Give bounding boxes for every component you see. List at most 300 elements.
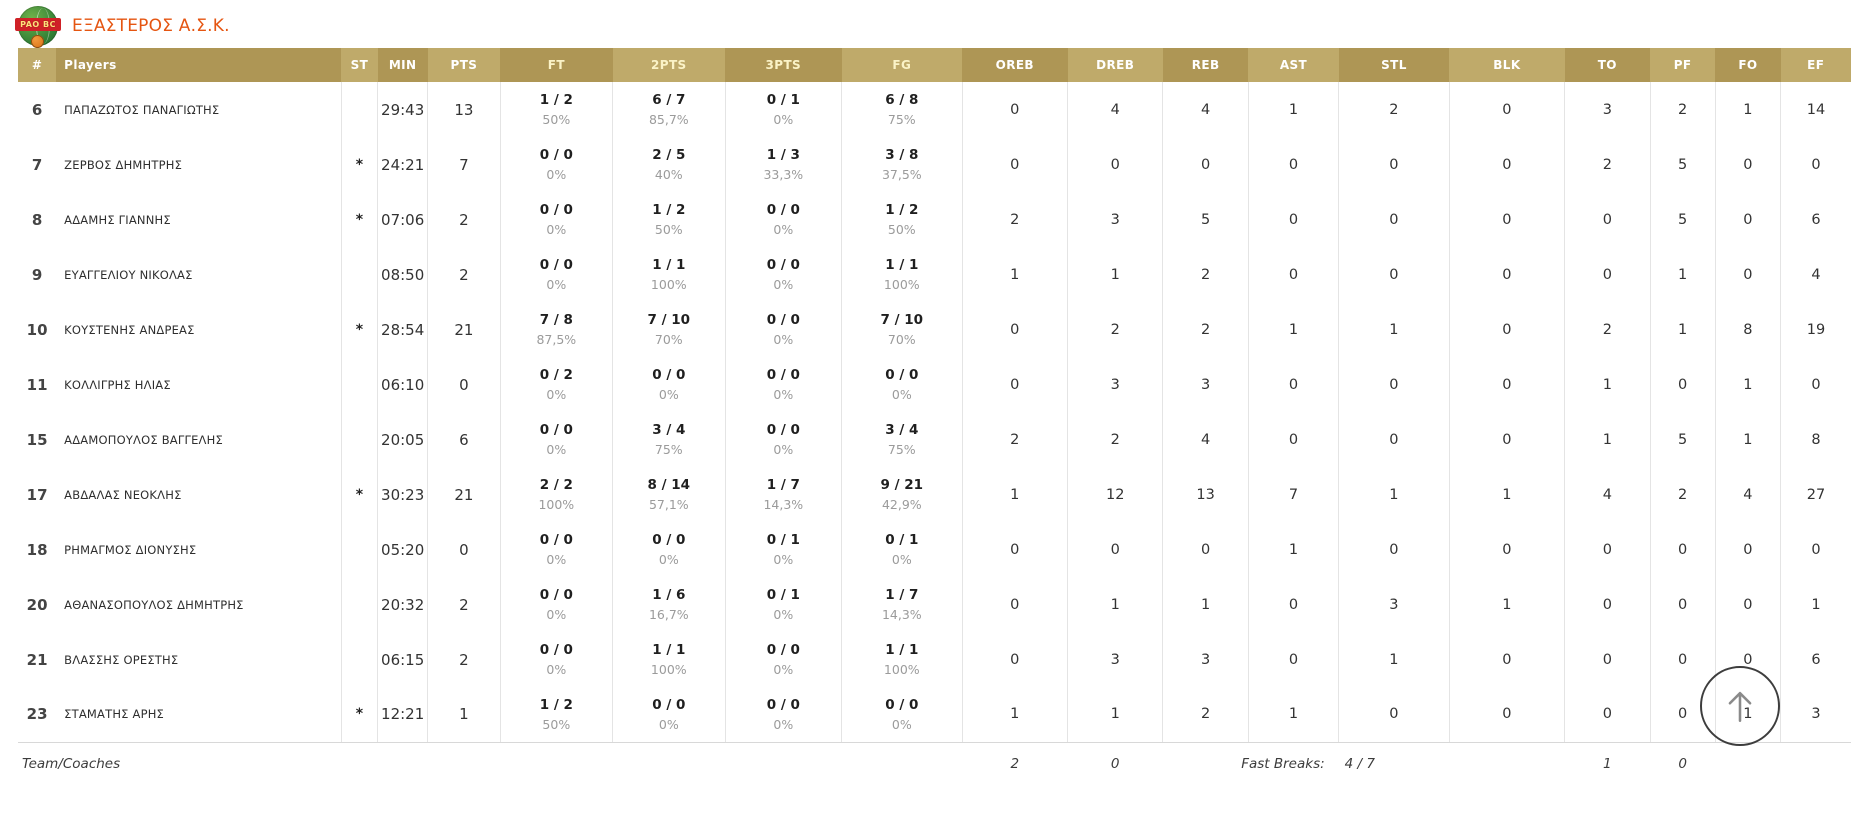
- p2-percentage: 0%: [658, 387, 679, 402]
- fg-made-attempted: 0 / 0: [885, 696, 919, 713]
- ft-made-attempted: 0 / 2: [539, 367, 573, 383]
- cell-pf: 0: [1650, 687, 1715, 742]
- cell-fg: [842, 137, 963, 192]
- cell-to: 2: [1565, 302, 1650, 357]
- cell-p2: [613, 357, 725, 412]
- cell-blk: 0: [1449, 82, 1565, 137]
- cell-num: 7: [18, 137, 56, 192]
- cell-ft: [500, 192, 612, 247]
- cell-reb: 2: [1163, 247, 1248, 302]
- cell-dreb: 4: [1068, 82, 1163, 137]
- player-row: [18, 632, 1851, 687]
- fg-made-attempted: 1 / 1: [885, 257, 919, 273]
- cell-ast: 0: [1248, 632, 1338, 687]
- p3-percentage: 0%: [773, 332, 794, 347]
- cell-fg: [842, 467, 963, 522]
- cell-p2: [613, 467, 725, 522]
- cell-stl: 0: [1339, 412, 1449, 467]
- cell-p2: [613, 137, 725, 192]
- cell-num: 11: [18, 357, 56, 412]
- p3-percentage: 0%: [773, 552, 794, 567]
- cell-num: 15: [18, 412, 56, 467]
- cell-min: 20:32: [378, 577, 428, 632]
- cell-min: 24:21: [378, 137, 428, 192]
- cell-name: ΚΟΥΣΤΕΝΗΣ ΑΝΔΡΕΑΣ: [56, 302, 341, 357]
- player-row: [18, 247, 1851, 302]
- p2-percentage: 70%: [654, 332, 683, 347]
- p3-made-attempted: 0 / 0: [766, 642, 800, 658]
- cell-to: 1: [1565, 357, 1650, 412]
- cell-to: 0: [1565, 687, 1650, 742]
- player-row: [18, 357, 1851, 412]
- cell-st: *: [341, 467, 377, 522]
- ft-percentage: 100%: [538, 497, 575, 512]
- scroll-to-top-button[interactable]: [1700, 666, 1780, 746]
- cell-pts: 0: [428, 357, 500, 412]
- cell-stl: 0: [1339, 687, 1449, 742]
- cell-ast: 1: [1248, 687, 1338, 742]
- team-coaches-row: [18, 742, 1851, 786]
- cell-dreb: 12: [1068, 467, 1163, 522]
- column-header-oreb: OREB: [962, 48, 1067, 82]
- column-header-stl: STL: [1339, 48, 1449, 82]
- cell-pts: 13: [428, 82, 500, 137]
- cell-fg: [842, 412, 963, 467]
- ft-made-attempted: 1 / 2: [539, 92, 573, 108]
- cell-blk: 0: [1449, 522, 1565, 577]
- team-coaches-footer: [18, 742, 1851, 786]
- p2-made-attempted: 1 / 6: [652, 587, 686, 603]
- column-header-pts: PTS: [428, 48, 500, 82]
- cell-reb: 0: [1163, 522, 1248, 577]
- cell-p3: [725, 467, 842, 522]
- box-score-table: [18, 48, 1851, 786]
- cell-reb: 2: [1163, 687, 1248, 742]
- p3-percentage: 0%: [773, 222, 794, 237]
- cell-p2: [613, 82, 725, 137]
- column-header-p2: 2PTS: [613, 48, 725, 82]
- ft-percentage: 0%: [546, 662, 567, 677]
- cell-num: 23: [18, 687, 56, 742]
- cell-blk: 0: [1449, 247, 1565, 302]
- cell-pts: 7: [428, 137, 500, 192]
- cell-reb: 5: [1163, 192, 1248, 247]
- cell-p2: [613, 192, 725, 247]
- fg-made-attempted: 0 / 1: [885, 532, 919, 548]
- cell-fo: 1: [1715, 687, 1780, 742]
- up-arrow-icon: [1718, 684, 1762, 728]
- p2-percentage: 75%: [654, 442, 683, 457]
- column-header-dreb: DREB: [1068, 48, 1163, 82]
- cell-reb: 2: [1163, 302, 1248, 357]
- cell-to: 0: [1565, 192, 1650, 247]
- cell-ast: 0: [1248, 137, 1338, 192]
- p2-made-attempted: 3 / 4: [652, 422, 686, 438]
- cell-to: 1: [1565, 412, 1650, 467]
- cell-st: [341, 247, 377, 302]
- cell-pts: 21: [428, 302, 500, 357]
- cell-dreb: 3: [1068, 192, 1163, 247]
- p2-made-attempted: 6 / 7: [652, 92, 686, 108]
- cell-pf: 2: [1650, 467, 1715, 522]
- cell-p2: [613, 247, 725, 302]
- cell-p2: [613, 302, 725, 357]
- fg-percentage: 37,5%: [881, 167, 922, 182]
- cell-p2: [613, 412, 725, 467]
- cell-fg: [842, 82, 963, 137]
- cell-pf: 0: [1650, 577, 1715, 632]
- player-row: [18, 82, 1851, 137]
- p2-made-attempted: 7 / 10: [647, 312, 691, 328]
- cell-oreb: 0: [962, 632, 1067, 687]
- p2-percentage: 50%: [654, 222, 683, 237]
- cell-fg: [842, 632, 963, 687]
- cell-dreb: 3: [1068, 357, 1163, 412]
- column-header-reb: REB: [1163, 48, 1248, 82]
- p3-percentage: 14,3%: [763, 497, 804, 512]
- cell-fg: [842, 192, 963, 247]
- cell-ast: 0: [1248, 577, 1338, 632]
- cell-ast: 0: [1248, 192, 1338, 247]
- cell-ft: [500, 357, 612, 412]
- p2-made-attempted: 1 / 1: [652, 257, 686, 273]
- cell-blk: 0: [1449, 137, 1565, 192]
- cell-ast: 0: [1248, 357, 1338, 412]
- cell-st: *: [341, 192, 377, 247]
- cell-min: 06:10: [378, 357, 428, 412]
- column-header-fg: FG: [842, 48, 963, 82]
- team-pf-value: 0: [1650, 742, 1715, 786]
- cell-ft: [500, 247, 612, 302]
- cell-blk: 1: [1449, 577, 1565, 632]
- ft-percentage: 0%: [546, 222, 567, 237]
- p3-made-attempted: 0 / 0: [766, 422, 800, 438]
- cell-blk: 0: [1449, 302, 1565, 357]
- cell-oreb: 2: [962, 192, 1067, 247]
- cell-dreb: 1: [1068, 247, 1163, 302]
- cell-ft: [500, 302, 612, 357]
- cell-name: ΑΔΑΜΟΠΟΥΛΟΣ ΒΑΓΓΕΛΗΣ: [56, 412, 341, 467]
- cell-oreb: 2: [962, 412, 1067, 467]
- player-row: [18, 687, 1851, 742]
- cell-to: 0: [1565, 522, 1650, 577]
- cell-ef: 6: [1781, 632, 1851, 687]
- p3-percentage: 33,3%: [763, 167, 804, 182]
- cell-st: [341, 522, 377, 577]
- cell-num: 9: [18, 247, 56, 302]
- cell-dreb: 3: [1068, 632, 1163, 687]
- cell-fo: 0: [1715, 137, 1780, 192]
- fg-made-attempted: 7 / 10: [880, 312, 924, 328]
- p3-made-attempted: 0 / 0: [766, 312, 800, 328]
- cell-fo: 0: [1715, 522, 1780, 577]
- table-header: [18, 48, 1851, 82]
- cell-blk: 0: [1449, 412, 1565, 467]
- cell-oreb: 0: [962, 522, 1067, 577]
- cell-oreb: 0: [962, 137, 1067, 192]
- ft-made-attempted: 0 / 0: [539, 202, 573, 218]
- cell-oreb: 1: [962, 687, 1067, 742]
- ft-percentage: 50%: [542, 112, 571, 127]
- column-header-ast: AST: [1248, 48, 1338, 82]
- cell-p3: [725, 522, 842, 577]
- p3-made-attempted: 0 / 0: [766, 367, 800, 383]
- p2-made-attempted: 0 / 0: [652, 367, 686, 383]
- cell-ft: [500, 577, 612, 632]
- column-header-name: Players: [56, 48, 341, 82]
- p2-percentage: 57,1%: [648, 497, 689, 512]
- cell-blk: 1: [1449, 467, 1565, 522]
- cell-p3: [725, 357, 842, 412]
- p2-made-attempted: 1 / 1: [652, 642, 686, 658]
- cell-ft: [500, 137, 612, 192]
- fg-percentage: 100%: [883, 277, 920, 292]
- p3-percentage: 0%: [773, 716, 794, 732]
- fg-made-attempted: 1 / 7: [885, 587, 919, 603]
- cell-p3: [725, 577, 842, 632]
- cell-ast: 0: [1248, 247, 1338, 302]
- cell-reb: 4: [1163, 412, 1248, 467]
- cell-p3: [725, 247, 842, 302]
- p3-made-attempted: 0 / 0: [766, 257, 800, 273]
- cell-min: 07:06: [378, 192, 428, 247]
- fg-percentage: 14,3%: [881, 607, 922, 622]
- cell-ft: [500, 82, 612, 137]
- fg-percentage: 50%: [887, 222, 916, 237]
- cell-p3: [725, 137, 842, 192]
- cell-num: 10: [18, 302, 56, 357]
- cell-st: [341, 412, 377, 467]
- cell-pts: 2: [428, 577, 500, 632]
- fg-made-attempted: 1 / 1: [885, 642, 919, 658]
- cell-fo: 0: [1715, 632, 1780, 687]
- cell-pf: 0: [1650, 632, 1715, 687]
- p2-percentage: 40%: [654, 167, 683, 182]
- ft-percentage: 0%: [546, 607, 567, 622]
- cell-to: 0: [1565, 632, 1650, 687]
- cell-oreb: 1: [962, 467, 1067, 522]
- footer-empty-cell: [1449, 742, 1565, 786]
- team-dreb-value: 0: [1068, 742, 1163, 786]
- cell-min: 08:50: [378, 247, 428, 302]
- cell-st: [341, 577, 377, 632]
- fg-made-attempted: 3 / 4: [885, 422, 919, 438]
- fg-percentage: 0%: [891, 387, 912, 402]
- cell-reb: 4: [1163, 82, 1248, 137]
- cell-pts: 2: [428, 247, 500, 302]
- cell-to: 0: [1565, 577, 1650, 632]
- cell-ef: 4: [1781, 247, 1851, 302]
- column-header-st: ST: [341, 48, 377, 82]
- cell-p3: [725, 412, 842, 467]
- cell-pf: 0: [1650, 522, 1715, 577]
- cell-name: ΠΑΠΑΖΩΤΟΣ ΠΑΝΑΓΙΩΤΗΣ: [56, 82, 341, 137]
- ft-percentage: 50%: [542, 716, 571, 732]
- ft-percentage: 0%: [546, 442, 567, 457]
- fg-percentage: 75%: [887, 112, 916, 127]
- cell-ef: 14: [1781, 82, 1851, 137]
- cell-ast: 1: [1248, 302, 1338, 357]
- cell-p2: [613, 632, 725, 687]
- cell-min: 06:15: [378, 632, 428, 687]
- cell-name: ΚΟΛΛΙΓΡΗΣ ΗΛΙΑΣ: [56, 357, 341, 412]
- p3-made-attempted: 0 / 0: [766, 696, 800, 713]
- cell-oreb: 1: [962, 247, 1067, 302]
- cell-ef: 0: [1781, 137, 1851, 192]
- p2-percentage: 100%: [650, 277, 687, 292]
- fast-breaks-value: 4 / 7: [1339, 742, 1449, 786]
- cell-dreb: 0: [1068, 522, 1163, 577]
- player-row: [18, 137, 1851, 192]
- p3-percentage: 0%: [773, 607, 794, 622]
- header-row: [18, 48, 1851, 82]
- cell-ft: [500, 522, 612, 577]
- cell-oreb: 0: [962, 357, 1067, 412]
- cell-stl: 2: [1339, 82, 1449, 137]
- cell-p3: [725, 302, 842, 357]
- cell-dreb: 2: [1068, 412, 1163, 467]
- cell-pts: 2: [428, 632, 500, 687]
- cell-blk: 0: [1449, 357, 1565, 412]
- cell-num: 20: [18, 577, 56, 632]
- fg-made-attempted: 1 / 2: [885, 202, 919, 218]
- cell-fo: 0: [1715, 577, 1780, 632]
- cell-reb: 1: [1163, 577, 1248, 632]
- player-row: [18, 302, 1851, 357]
- p3-made-attempted: 0 / 1: [766, 587, 800, 603]
- cell-name: ΡΗΜΑΓΜΟΣ ΔΙΟΝΥΣΗΣ: [56, 522, 341, 577]
- cell-oreb: 0: [962, 82, 1067, 137]
- cell-min: 12:21: [378, 687, 428, 742]
- team-header: [18, 0, 1851, 48]
- cell-fo: 1: [1715, 82, 1780, 137]
- cell-to: 2: [1565, 137, 1650, 192]
- team-logo: [18, 6, 58, 46]
- cell-pf: 5: [1650, 192, 1715, 247]
- cell-reb: 0: [1163, 137, 1248, 192]
- p2-percentage: 16,7%: [648, 607, 689, 622]
- p3-made-attempted: 0 / 0: [766, 202, 800, 218]
- cell-pf: 0: [1650, 357, 1715, 412]
- cell-st: *: [341, 302, 377, 357]
- cell-reb: 13: [1163, 467, 1248, 522]
- p2-made-attempted: 1 / 2: [652, 202, 686, 218]
- p2-made-attempted: 0 / 0: [652, 532, 686, 548]
- cell-ef: 0: [1781, 357, 1851, 412]
- cell-num: 6: [18, 82, 56, 137]
- ft-percentage: 0%: [546, 277, 567, 292]
- player-row: [18, 192, 1851, 247]
- cell-fo: 1: [1715, 357, 1780, 412]
- cell-name: ΑΔΑΜΗΣ ΓΙΑΝΝΗΣ: [56, 192, 341, 247]
- p3-percentage: 0%: [773, 277, 794, 292]
- cell-to: 3: [1565, 82, 1650, 137]
- basketball-icon: [31, 35, 44, 48]
- cell-ft: [500, 632, 612, 687]
- cell-st: [341, 632, 377, 687]
- cell-blk: 0: [1449, 687, 1565, 742]
- cell-oreb: 0: [962, 302, 1067, 357]
- cell-ft: [500, 467, 612, 522]
- fg-percentage: 42,9%: [881, 497, 922, 512]
- cell-ef: 27: [1781, 467, 1851, 522]
- ft-percentage: 87,5%: [536, 332, 577, 347]
- cell-pf: 1: [1650, 247, 1715, 302]
- cell-dreb: 0: [1068, 137, 1163, 192]
- player-row: [18, 522, 1851, 577]
- team-name-link[interactable]: ΕΞΑΣΤΕΡΟΣ Α.Σ.Κ.: [72, 16, 230, 36]
- p3-made-attempted: 0 / 1: [766, 532, 800, 548]
- cell-min: 20:05: [378, 412, 428, 467]
- cell-stl: 0: [1339, 522, 1449, 577]
- cell-num: 8: [18, 192, 56, 247]
- column-header-num: #: [18, 48, 56, 82]
- ft-made-attempted: 2 / 2: [539, 477, 573, 493]
- cell-p3: [725, 192, 842, 247]
- fg-percentage: 75%: [887, 442, 916, 457]
- cell-reb: 3: [1163, 632, 1248, 687]
- footer-empty-cell: [1781, 742, 1851, 786]
- cell-fo: 0: [1715, 192, 1780, 247]
- team-oreb-value: 2: [962, 742, 1067, 786]
- logo-ribbon-text: PAO BC: [15, 18, 61, 31]
- cell-stl: 3: [1339, 577, 1449, 632]
- cell-fg: [842, 247, 963, 302]
- column-header-p3: 3PTS: [725, 48, 842, 82]
- p3-made-attempted: 0 / 1: [766, 92, 800, 108]
- column-header-fo: FO: [1715, 48, 1780, 82]
- cell-fo: 8: [1715, 302, 1780, 357]
- ft-percentage: 0%: [546, 552, 567, 567]
- cell-stl: 1: [1339, 467, 1449, 522]
- cell-stl: 0: [1339, 247, 1449, 302]
- cell-dreb: 2: [1068, 302, 1163, 357]
- cell-fo: 0: [1715, 247, 1780, 302]
- column-header-to: TO: [1565, 48, 1650, 82]
- ft-made-attempted: 7 / 8: [539, 312, 573, 328]
- cell-fg: [842, 577, 963, 632]
- cell-pf: 2: [1650, 82, 1715, 137]
- ft-made-attempted: 0 / 0: [539, 532, 573, 548]
- fg-made-attempted: 9 / 21: [880, 477, 924, 493]
- ft-made-attempted: 0 / 0: [539, 147, 573, 163]
- cell-stl: 1: [1339, 302, 1449, 357]
- cell-min: 28:54: [378, 302, 428, 357]
- p3-percentage: 0%: [773, 662, 794, 677]
- cell-dreb: 1: [1068, 577, 1163, 632]
- cell-pts: 2: [428, 192, 500, 247]
- fg-percentage: 0%: [891, 716, 912, 732]
- cell-stl: 0: [1339, 192, 1449, 247]
- cell-to: 4: [1565, 467, 1650, 522]
- fg-made-attempted: 3 / 8: [885, 147, 919, 163]
- cell-num: 18: [18, 522, 56, 577]
- fg-percentage: 70%: [887, 332, 916, 347]
- team-to-value: 1: [1565, 742, 1650, 786]
- cell-pf: 5: [1650, 137, 1715, 192]
- cell-pts: 6: [428, 412, 500, 467]
- cell-p3: [725, 632, 842, 687]
- cell-name: ΑΒΔΑΛΑΣ ΝΕΟΚΛΗΣ: [56, 467, 341, 522]
- cell-ef: 3: [1781, 687, 1851, 742]
- cell-num: 17: [18, 467, 56, 522]
- ft-percentage: 0%: [546, 167, 567, 182]
- cell-fg: [842, 302, 963, 357]
- cell-fg: [842, 687, 963, 742]
- cell-stl: 0: [1339, 357, 1449, 412]
- cell-p3: [725, 687, 842, 742]
- p3-made-attempted: 1 / 7: [766, 477, 800, 493]
